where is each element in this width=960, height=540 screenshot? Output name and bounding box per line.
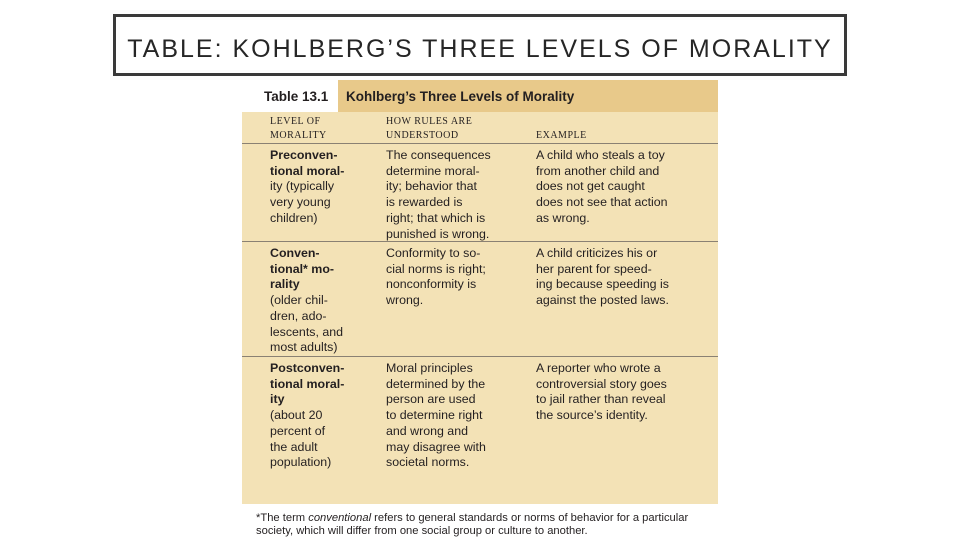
table-label: Table 13.1 bbox=[242, 80, 338, 112]
example-line: to jail rather than reveal bbox=[536, 392, 666, 407]
example-cell bbox=[536, 357, 718, 472]
rules-line: right; that which is bbox=[386, 210, 486, 225]
column-headers bbox=[242, 112, 718, 144]
level-name-line: tional moral- bbox=[270, 376, 345, 391]
level-desc-line: the adult bbox=[270, 439, 318, 454]
rules-line: person are used bbox=[386, 392, 476, 407]
table-footnote bbox=[256, 512, 706, 538]
level-cell bbox=[242, 144, 386, 241]
rules-line: societal norms. bbox=[386, 455, 470, 470]
example-line: controversial story goes bbox=[536, 376, 667, 391]
rules-line: Moral principles bbox=[386, 361, 473, 375]
level-desc-line: ity (typically bbox=[270, 179, 335, 194]
rules-line: The consequences bbox=[386, 148, 491, 162]
level-cell bbox=[242, 242, 386, 356]
rules-line: ity; behavior that bbox=[386, 179, 477, 194]
rules-line: nonconformity is bbox=[386, 277, 477, 292]
example-line: the source’s identity. bbox=[536, 408, 648, 423]
example-line: from another child and bbox=[536, 163, 660, 178]
level-desc-line: most adults) bbox=[270, 340, 338, 355]
column-header-level bbox=[242, 112, 358, 143]
level-name-line: Preconven- bbox=[270, 148, 338, 162]
level-desc-line: percent of bbox=[270, 423, 326, 438]
level-desc-line: population) bbox=[270, 455, 332, 470]
rules-line: determined by the bbox=[386, 376, 486, 391]
example-line: does not see that action bbox=[536, 195, 668, 210]
level-desc-line: very young bbox=[270, 195, 331, 210]
level-name-line: tional* mo- bbox=[270, 261, 335, 276]
rules-line: cial norms is right; bbox=[386, 261, 486, 276]
rules-cell bbox=[386, 357, 536, 472]
column-header-line bbox=[536, 115, 718, 129]
table-figure bbox=[242, 80, 718, 537]
rules-line: to determine right bbox=[386, 408, 483, 423]
rules-line: is rewarded is bbox=[386, 195, 463, 210]
level-name-line: tional moral- bbox=[270, 163, 345, 178]
example-line: A child who steals a toy bbox=[536, 148, 665, 162]
rules-line: punished is wrong. bbox=[386, 226, 490, 241]
table-body bbox=[242, 112, 718, 537]
slide-title-box bbox=[113, 14, 847, 76]
column-header-line: LEVEL OF bbox=[270, 116, 321, 127]
rules-line: and wrong and bbox=[386, 423, 468, 438]
footnote-emphasis: conventional bbox=[308, 512, 372, 524]
level-desc-line: (older chil- bbox=[270, 293, 328, 308]
level-desc-line: lescents, and bbox=[270, 324, 344, 339]
table-caption: Kohlberg’s Three Levels of Morality bbox=[338, 80, 718, 112]
table-row bbox=[242, 242, 718, 357]
example-line: against the posted laws. bbox=[536, 293, 669, 308]
example-line: ing because speeding is bbox=[536, 277, 669, 292]
rules-line: determine moral- bbox=[386, 163, 480, 178]
level-name-line: ity bbox=[270, 392, 285, 407]
example-line: her parent for speed- bbox=[536, 261, 652, 276]
column-header-line: MORALITY bbox=[270, 130, 327, 141]
footnote-after: refers to general standards or norms of behavior for a particular society, which will differ from one social group or culture to another. bbox=[256, 512, 689, 537]
example-line: A reporter who wrote a bbox=[536, 361, 661, 375]
level-desc-line: children) bbox=[270, 210, 318, 225]
rules-line: wrong. bbox=[386, 293, 424, 308]
rules-cell bbox=[386, 144, 536, 241]
example-cell bbox=[536, 144, 718, 241]
example-line: as wrong. bbox=[536, 210, 590, 225]
column-header-line: HOW RULES ARE bbox=[386, 116, 473, 127]
table-row bbox=[242, 144, 718, 242]
column-header-line: EXAMPLE bbox=[536, 130, 587, 141]
example-cell bbox=[536, 242, 718, 356]
column-header-example bbox=[508, 112, 718, 143]
level-desc-line: (about 20 bbox=[270, 408, 323, 423]
rules-cell bbox=[386, 242, 536, 356]
level-name-line: Postconven- bbox=[270, 361, 345, 375]
level-name-line: rality bbox=[270, 277, 300, 292]
table-header bbox=[242, 80, 718, 112]
footnote-before: *The term bbox=[256, 512, 309, 524]
column-header-line: UNDERSTOOD bbox=[386, 130, 459, 141]
rules-line: Conformity to so- bbox=[386, 246, 481, 260]
level-desc-line: dren, ado- bbox=[270, 308, 327, 323]
column-header-rules bbox=[358, 112, 508, 143]
table-rows bbox=[242, 144, 718, 472]
level-name-line: Conven- bbox=[270, 246, 320, 260]
example-line: A child criticizes his or bbox=[536, 246, 658, 260]
slide-title: TABLE: KOHLBERG’S THREE LEVELS OF MORALITY bbox=[127, 35, 833, 63]
rules-line: may disagree with bbox=[386, 439, 486, 454]
level-cell bbox=[242, 357, 386, 472]
example-line: does not get caught bbox=[536, 179, 645, 194]
table-row bbox=[242, 357, 718, 472]
